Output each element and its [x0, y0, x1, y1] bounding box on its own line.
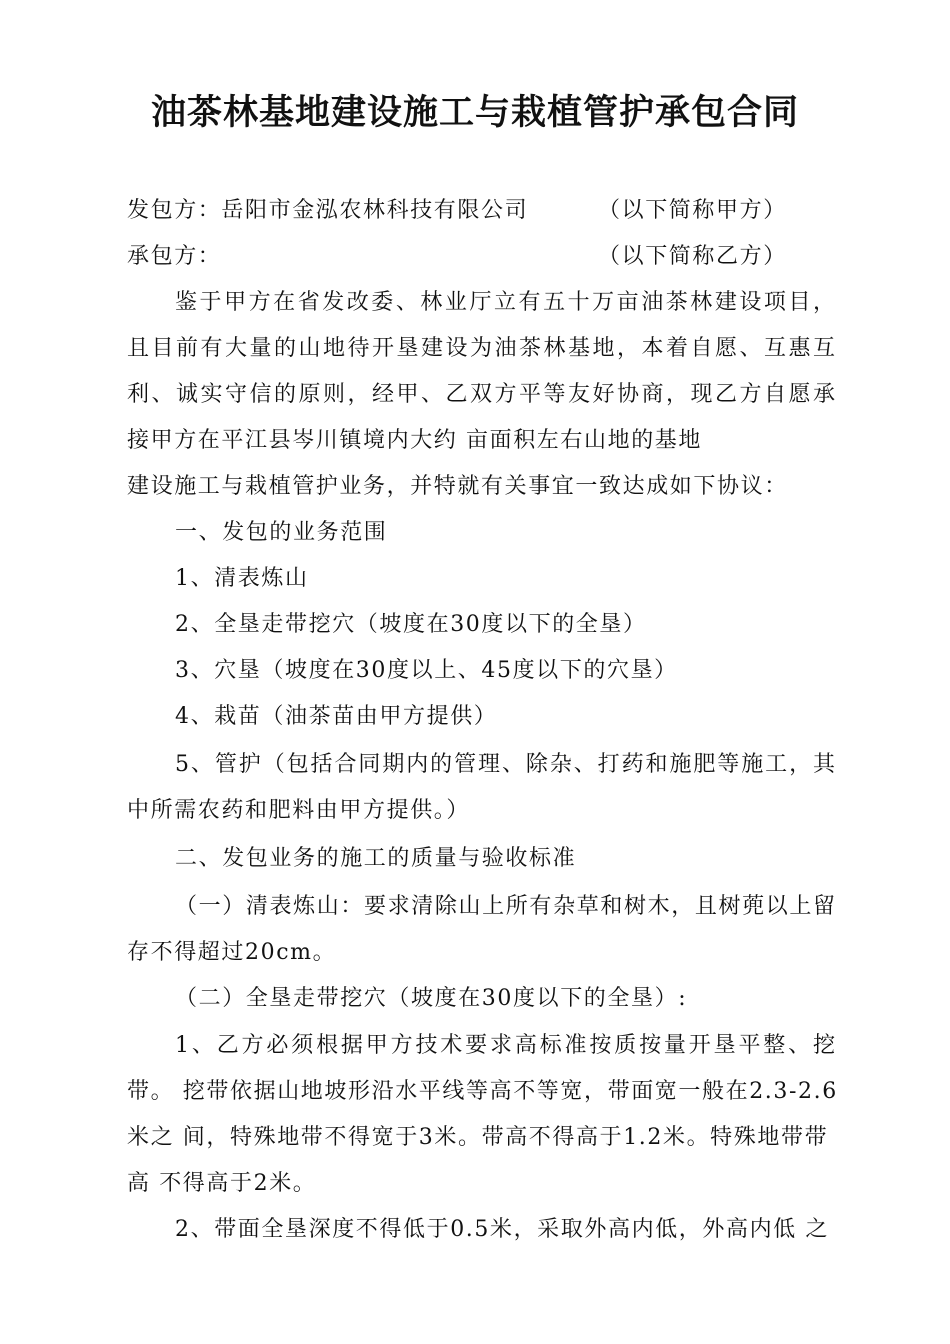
scope-item: 4、栽苗（油茶苗由甲方提供）	[175, 704, 498, 729]
preamble-line: 利、诚实守信的原则，经甲、乙双方平等友好协商，现乙方自愿承	[127, 382, 835, 407]
clause-heading: （二）全垦走带挖穴（坡度在30度以下的全垦）:	[175, 986, 688, 1011]
clause-line: （一）清表炼山：要求清除山上所有杂草和树木，且树蔸以上留	[175, 894, 835, 919]
clause-line: 带。 挖带依据山地坡形沿水平线等高不等宽，带面宽一般在2.3-2.6	[127, 1079, 838, 1104]
scope-item: 2、全垦走带挖穴（坡度在30度以下的全垦）	[175, 612, 647, 637]
section-heading: 二、发包业务的施工的质量与验收标准	[175, 846, 577, 871]
scope-item: 1、清表炼山	[175, 566, 309, 591]
clause-line: 1、乙方必须根据甲方技术要求高标准按质按量开垦平整、挖	[175, 1033, 835, 1058]
preamble-line: 建设施工与栽植管护业务，并特就有关事宜一致达成如下协议：	[127, 474, 788, 499]
party-b-note: （以下简称乙方）	[598, 244, 787, 269]
preamble-line: 接甲方在平江县岑川镇境内大约 亩面积左右山地的基地	[127, 428, 702, 453]
document-title: 油茶林基地建设施工与栽植管护承包合同	[150, 92, 799, 133]
clause-line: 高 不得高于2米。	[127, 1171, 317, 1196]
party-a-note: （以下简称甲方）	[598, 198, 787, 223]
scope-item: 5、管护（包括合同期内的管理、除杂、打药和施肥等施工，其	[175, 752, 835, 777]
scope-item-continued: 中所需农药和肥料由甲方提供。）	[127, 798, 471, 823]
section-heading: 一、发包的业务范围	[175, 520, 388, 545]
preamble-line: 鉴于甲方在省发改委、林业厅立有五十万亩油茶林建设项目，	[175, 290, 835, 315]
party-a-label: 发包方：岳阳市金泓农林科技有限公司	[127, 198, 529, 223]
party-b-label: 承包方：	[127, 244, 222, 269]
clause-line: 2、带面全垦深度不得低于0.5米，采取外高内低，外高内低 之	[175, 1217, 829, 1242]
clause-line: 米之 间，特殊地带不得宽于3米。带高不得高于1.2米。特殊地带带	[127, 1125, 829, 1150]
clause-line: 存不得超过20cm。	[127, 940, 337, 965]
scope-item: 3、穴垦（坡度在30度以上、45度以下的穴垦）	[175, 658, 678, 683]
preamble-line: 且目前有大量的山地待开垦建设为油茶林基地，本着自愿、互惠互	[127, 336, 835, 361]
